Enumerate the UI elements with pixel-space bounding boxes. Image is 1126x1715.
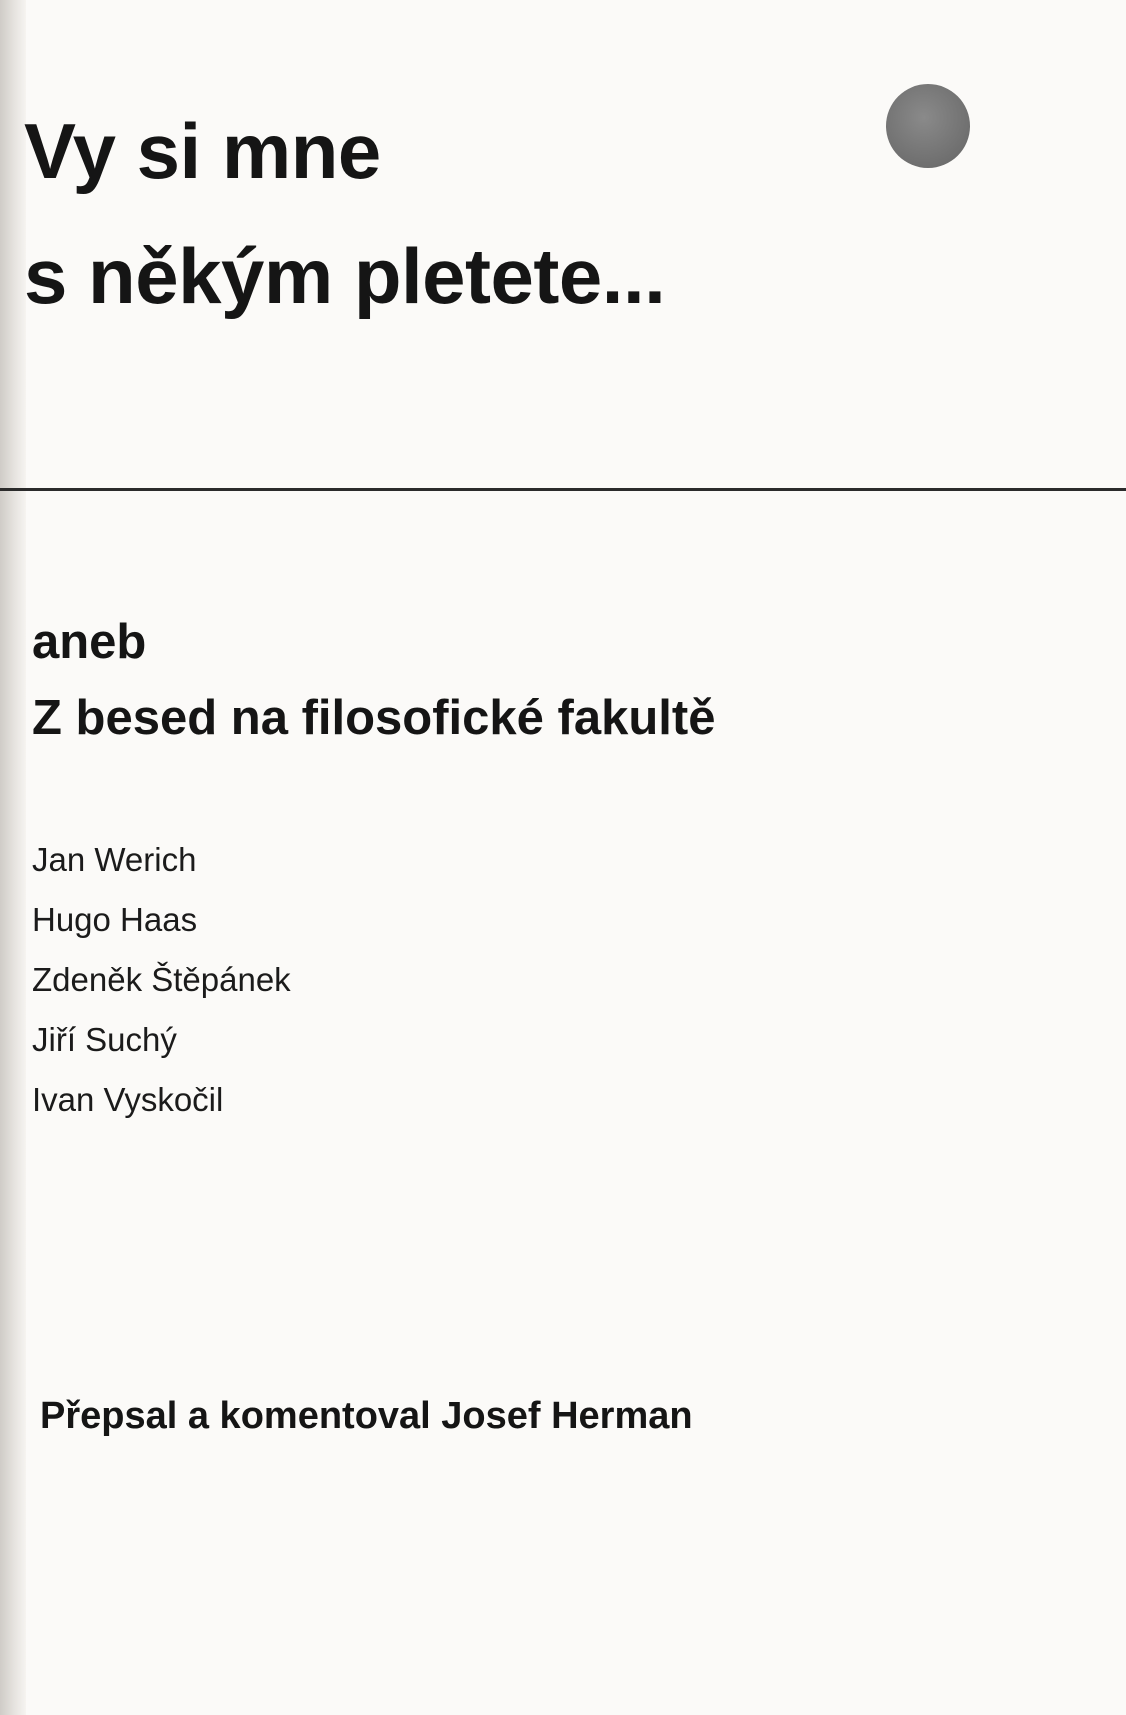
subtitle-aneb: aneb	[32, 615, 147, 669]
horizontal-rule	[0, 488, 1126, 491]
page-gutter-shadow	[0, 0, 26, 1715]
author-name: Hugo Haas	[32, 901, 198, 938]
gray-dot-ornament	[886, 84, 970, 168]
author-name: Jiří Suchý	[32, 1021, 177, 1058]
author-name: Jan Werich	[32, 841, 197, 878]
editor-credit: Přepsal a komentoval Josef Herman	[40, 1395, 693, 1437]
subtitle-main: Z besed na filosofické fakultě	[32, 691, 716, 745]
title-line-2: s někým pletete...	[24, 232, 666, 320]
author-name: Zdeněk Štěpánek	[32, 961, 291, 998]
title-line-1: Vy si mne	[24, 107, 381, 195]
author-name: Ivan Vyskočil	[32, 1081, 224, 1118]
author-list	[32, 840, 291, 1140]
